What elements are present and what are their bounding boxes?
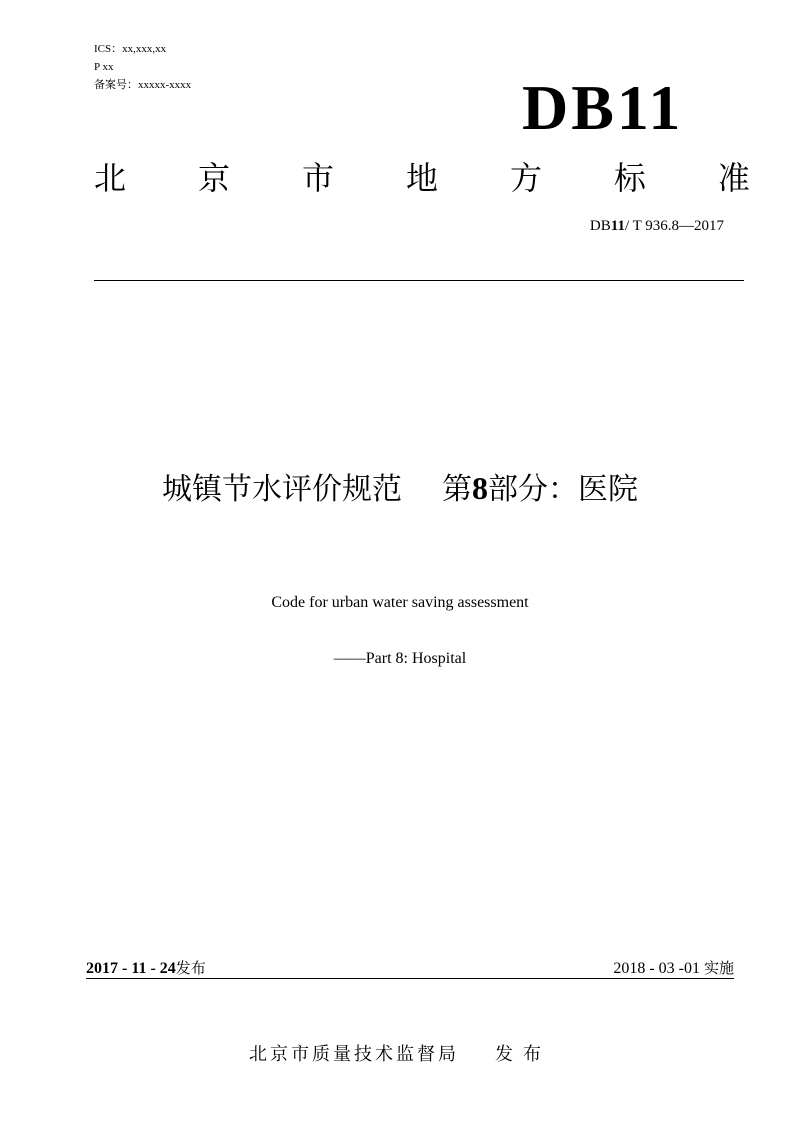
heading-char: 标: [613, 159, 646, 197]
english-subtitle: ——Part 8: Hospital: [333, 650, 467, 667]
chinese-title-part-post: 部分：医院: [488, 472, 638, 507]
header-divider: [94, 280, 744, 281]
heading-char: 市: [301, 159, 334, 197]
implementation-label: 实施: [703, 959, 734, 977]
chinese-title-main: 城镇节水评价规范: [162, 472, 402, 507]
issue-date: 2017 - 11 - 24: [86, 960, 176, 977]
record-number: 备案号：xxxxx-xxxx: [94, 79, 192, 91]
issue-date-block: [86, 957, 206, 978]
heading-char: 地: [405, 159, 438, 197]
issuer-line: [0, 1040, 800, 1066]
heading-char: 准: [717, 159, 750, 197]
issuer-action: 发布: [495, 1044, 551, 1065]
document-meta: [94, 40, 191, 94]
chinese-title-part-num: 8: [472, 470, 488, 506]
issuer-organization: 北京市质量技术监督局: [249, 1044, 459, 1065]
english-title: Code for urban water saving assessment: [271, 594, 529, 611]
chinese-title-part-pre: 第: [442, 472, 472, 507]
heading-char: 京: [197, 159, 230, 197]
standard-number-region: 11: [610, 218, 625, 234]
implementation-date-block: [613, 957, 734, 978]
date-bar: [86, 956, 734, 979]
standard-type-heading: [94, 152, 750, 200]
chinese-title: [0, 468, 800, 510]
standard-number-prefix: DB: [589, 218, 611, 234]
ics-code: ICS：xx,xxx,xx: [94, 43, 167, 55]
implementation-date: 2018 - 03 -01: [613, 960, 700, 977]
heading-char: 方: [509, 159, 542, 197]
issue-label: 发布: [175, 959, 206, 977]
p-code: P xx: [94, 61, 114, 73]
heading-char: 北: [94, 159, 127, 197]
db-badge: DB11: [522, 72, 684, 143]
standard-number-suffix: / T 936.8—2017: [624, 218, 724, 234]
standard-number: [590, 218, 724, 235]
